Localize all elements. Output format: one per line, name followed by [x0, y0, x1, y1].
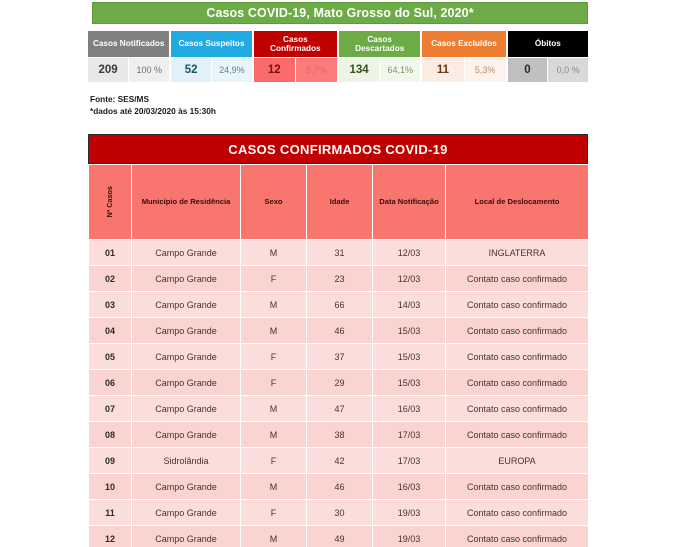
column-header-travel-location: Local de Deslocamento [446, 165, 588, 239]
cell-sex: F [241, 266, 306, 291]
stat-obitos [508, 31, 588, 82]
cell-location: Contato caso confirmado [446, 266, 588, 291]
cell-location: Contato caso confirmado [446, 500, 588, 525]
cell-location: EUROPA [446, 448, 588, 473]
cell-date: 15/03 [373, 344, 445, 369]
table-row [89, 474, 588, 499]
cell-case-no: 07 [89, 396, 131, 421]
cell-sex: M [241, 396, 306, 421]
table-header [89, 165, 588, 239]
cell-case-no: 09 [89, 448, 131, 473]
confirmed-cases-section [88, 134, 588, 547]
stat-values-casos-descartados [339, 58, 420, 82]
cell-date: 12/03 [373, 266, 445, 291]
cell-case-no: 11 [89, 500, 131, 525]
cell-municipality: Campo Grande [132, 292, 240, 317]
cell-sex: F [241, 344, 306, 369]
table-row [89, 422, 588, 447]
table-row [89, 292, 588, 317]
cell-case-no: 12 [89, 526, 131, 547]
cell-age: 46 [307, 318, 372, 343]
cell-sex: F [241, 370, 306, 395]
stat-casos-confirmados [254, 31, 337, 82]
confirmed-cases-table [88, 164, 589, 547]
cell-municipality: Campo Grande [132, 318, 240, 343]
page-title-text: Casos COVID-19, Mato Grosso do Sul, 2020* [206, 6, 474, 20]
stat-casos-notificados [88, 31, 169, 82]
cell-case-no: 06 [89, 370, 131, 395]
cell-date: 19/03 [373, 500, 445, 525]
cell-date: 19/03 [373, 526, 445, 547]
cell-location: Contato caso confirmado [446, 318, 588, 343]
stat-label-casos-suspeitos: Casos Suspeitos [171, 31, 251, 57]
cell-case-no: 03 [89, 292, 131, 317]
cell-age: 23 [307, 266, 372, 291]
cell-age: 46 [307, 474, 372, 499]
cell-date: 15/03 [373, 370, 445, 395]
cell-sex: F [241, 448, 306, 473]
cell-sex: M [241, 240, 306, 265]
cell-location: Contato caso confirmado [446, 344, 588, 369]
stat-value-casos-excluidos: 11 [422, 58, 463, 82]
cell-location: Contato caso confirmado [446, 526, 588, 547]
stat-value-obitos: 0 [508, 58, 548, 82]
cell-date: 12/03 [373, 240, 445, 265]
table-title-text: CASOS CONFIRMADOS COVID-19 [228, 141, 448, 157]
table-row [89, 500, 588, 525]
stat-values-casos-notificados [88, 58, 169, 82]
stat-percent-casos-suspeitos: 24,9% [212, 58, 252, 82]
cell-case-no: 05 [89, 344, 131, 369]
cell-municipality: Campo Grande [132, 474, 240, 499]
table-header-row [89, 165, 588, 239]
cell-municipality: Sidrolândia [132, 448, 240, 473]
cell-location: Contato caso confirmado [446, 422, 588, 447]
cell-sex: M [241, 422, 306, 447]
stat-percent-casos-notificados: 100 % [129, 58, 169, 82]
cell-age: 49 [307, 526, 372, 547]
cell-sex: M [241, 318, 306, 343]
cell-location: Contato caso confirmado [446, 396, 588, 421]
cell-case-no: 10 [89, 474, 131, 499]
cell-age: 66 [307, 292, 372, 317]
stat-casos-descartados [339, 31, 420, 82]
cell-case-no: 01 [89, 240, 131, 265]
stat-label-casos-confirmados: Casos Confirmados [254, 31, 337, 57]
cell-sex: F [241, 500, 306, 525]
footnote-source: Fonte: SES/MS [90, 94, 150, 104]
cell-municipality: Campo Grande [132, 240, 240, 265]
column-header-municipality: Município de Residência [132, 165, 240, 239]
stat-percent-casos-excluidos: 5,3% [465, 58, 506, 82]
summary-stats [88, 31, 588, 82]
cell-sex: M [241, 474, 306, 499]
cell-location: INGLATERRA [446, 240, 588, 265]
table-body [89, 240, 588, 547]
cell-date: 16/03 [373, 396, 445, 421]
cell-sex: M [241, 526, 306, 547]
cell-municipality: Campo Grande [132, 396, 240, 421]
stat-label-casos-excluidos: Casos Excluídos [422, 31, 505, 57]
cell-municipality: Campo Grande [132, 266, 240, 291]
table-row [89, 240, 588, 265]
cell-location: Contato caso confirmado [446, 370, 588, 395]
column-header-age: Idade [307, 165, 372, 239]
stat-percent-casos-confirmados: 5,7% [296, 58, 337, 82]
column-header-case-no-label: Nº Casos [105, 186, 115, 218]
cell-age: 31 [307, 240, 372, 265]
page-title [92, 2, 588, 24]
cell-date: 17/03 [373, 422, 445, 447]
stat-value-casos-notificados: 209 [88, 58, 128, 82]
cell-age: 38 [307, 422, 372, 447]
column-header-case-no [89, 165, 131, 239]
stat-casos-excluidos [422, 31, 505, 82]
stat-values-obitos [508, 58, 588, 82]
stat-values-casos-confirmados [254, 58, 337, 82]
stat-label-casos-notificados: Casos Notificados [88, 31, 169, 57]
stat-label-obitos: Óbitos [508, 31, 588, 57]
table-row [89, 370, 588, 395]
table-row [89, 526, 588, 547]
stat-label-casos-descartados: Casos Descartados [339, 31, 420, 57]
table-row [89, 344, 588, 369]
stat-value-casos-suspeitos: 52 [171, 58, 211, 82]
footnote [90, 93, 216, 117]
cell-age: 30 [307, 500, 372, 525]
cell-date: 17/03 [373, 448, 445, 473]
table-row [89, 318, 588, 343]
table-row [89, 396, 588, 421]
cell-date: 15/03 [373, 318, 445, 343]
cell-age: 29 [307, 370, 372, 395]
stat-value-casos-descartados: 134 [339, 58, 379, 82]
column-header-notification-date: Data Notificação [373, 165, 445, 239]
stat-percent-obitos: 0,0 % [548, 58, 588, 82]
cell-case-no: 04 [89, 318, 131, 343]
column-header-sex: Sexo [241, 165, 306, 239]
table-title [88, 134, 588, 164]
stat-values-casos-suspeitos [171, 58, 251, 82]
cell-age: 42 [307, 448, 372, 473]
table-row [89, 448, 588, 473]
cell-case-no: 08 [89, 422, 131, 447]
stat-casos-suspeitos [171, 31, 251, 82]
cell-date: 16/03 [373, 474, 445, 499]
cell-municipality: Campo Grande [132, 344, 240, 369]
cell-location: Contato caso confirmado [446, 474, 588, 499]
footnote-note: *dados até 20/03/2020 às 15:30h [90, 106, 216, 117]
stat-value-casos-confirmados: 12 [254, 58, 295, 82]
stat-values-casos-excluidos [422, 58, 505, 82]
cell-municipality: Campo Grande [132, 500, 240, 525]
cell-municipality: Campo Grande [132, 422, 240, 447]
cell-municipality: Campo Grande [132, 370, 240, 395]
stat-percent-casos-descartados: 64,1% [380, 58, 420, 82]
cell-case-no: 02 [89, 266, 131, 291]
cell-sex: M [241, 292, 306, 317]
cell-location: Contato caso confirmado [446, 292, 588, 317]
cell-date: 14/03 [373, 292, 445, 317]
cell-age: 37 [307, 344, 372, 369]
table-row [89, 266, 588, 291]
cell-age: 47 [307, 396, 372, 421]
cell-municipality: Campo Grande [132, 526, 240, 547]
